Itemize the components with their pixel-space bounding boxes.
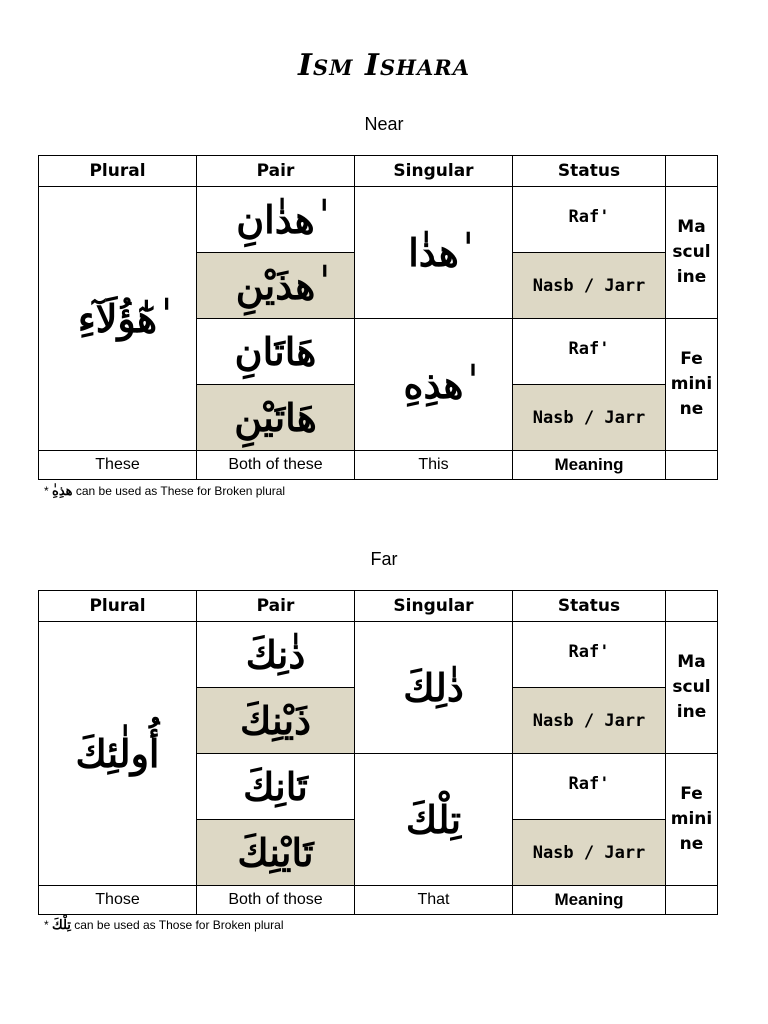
header-pair: Pair bbox=[197, 156, 355, 187]
header-gender bbox=[666, 591, 718, 622]
page-title: Ism Ishara bbox=[298, 48, 470, 83]
header-status: Status bbox=[513, 156, 666, 187]
far-note: * تِلْكَ can be used as Those for Broken plural bbox=[44, 918, 284, 933]
far-table bbox=[38, 590, 718, 915]
near-masc-pair-raf: ٰهذٰانِ bbox=[197, 187, 355, 253]
far-masc-status-nasb: Nasb / Jarr bbox=[513, 688, 666, 754]
near-masc-singular: ٰهذٰا bbox=[355, 187, 513, 319]
far-masculine-label: Ma scul ine bbox=[666, 622, 718, 754]
near-fem-status-nasb: Nasb / Jarr bbox=[513, 385, 666, 451]
near-masculine-label: Ma scul ine bbox=[666, 187, 718, 319]
header-pair: Pair bbox=[197, 591, 355, 622]
near-fem-pair-nasb: هَاتَيْنِ bbox=[197, 385, 355, 451]
near-plural: ٰهٰٓؤُلَآءِ bbox=[39, 187, 197, 451]
far-masc-pair-nasb: ذَيْنِكَ bbox=[197, 688, 355, 754]
near-masc-status-nasb: Nasb / Jarr bbox=[513, 253, 666, 319]
near-feminine-label: Fe mini ne bbox=[666, 319, 718, 451]
section-label-far: Far bbox=[370, 549, 398, 569]
near-masc-pair-nasb: ٰهذَيْنِ bbox=[197, 253, 355, 319]
far-fem-pair-nasb: تَايْنِكَ bbox=[197, 820, 355, 886]
header-singular: Singular bbox=[355, 156, 513, 187]
near-meaning-pair: Both of these bbox=[197, 451, 355, 480]
near-meaning-singular: This bbox=[355, 451, 513, 480]
header-status: Status bbox=[513, 591, 666, 622]
far-meaning-empty bbox=[666, 886, 718, 915]
header-singular: Singular bbox=[355, 591, 513, 622]
far-masc-pair-raf: ذٰنِكَ bbox=[197, 622, 355, 688]
far-fem-status-raf: Raf' bbox=[513, 754, 666, 820]
near-meaning-empty bbox=[666, 451, 718, 480]
section-label-near: Near bbox=[364, 114, 404, 134]
far-feminine-label: Fe mini ne bbox=[666, 754, 718, 886]
near-masc-status-raf: Raf' bbox=[513, 187, 666, 253]
far-meaning-plural: Those bbox=[39, 886, 197, 915]
near-fem-singular: ٰهذِهِ bbox=[355, 319, 513, 451]
header-plural: Plural bbox=[39, 156, 197, 187]
far-fem-pair-raf: تَانِكَ bbox=[197, 754, 355, 820]
header-plural: Plural bbox=[39, 591, 197, 622]
far-meaning-label: Meaning bbox=[513, 886, 666, 915]
far-masc-singular: ذٰلِكَ bbox=[355, 622, 513, 754]
far-fem-singular: تِلْكَ bbox=[355, 754, 513, 886]
far-plural: أُولٰئِكَ bbox=[39, 622, 197, 886]
near-meaning-plural: These bbox=[39, 451, 197, 480]
far-fem-status-nasb: Nasb / Jarr bbox=[513, 820, 666, 886]
near-fem-pair-raf: هَاتَانِ bbox=[197, 319, 355, 385]
near-fem-status-raf: Raf' bbox=[513, 319, 666, 385]
near-meaning-label: Meaning bbox=[513, 451, 666, 480]
near-table bbox=[38, 155, 718, 480]
near-note: * ٰهذِهِ can be used as These for Broken plural bbox=[44, 484, 286, 499]
far-masc-status-raf: Raf' bbox=[513, 622, 666, 688]
header-gender bbox=[666, 156, 718, 187]
far-meaning-pair: Both of those bbox=[197, 886, 355, 915]
far-meaning-singular: That bbox=[355, 886, 513, 915]
